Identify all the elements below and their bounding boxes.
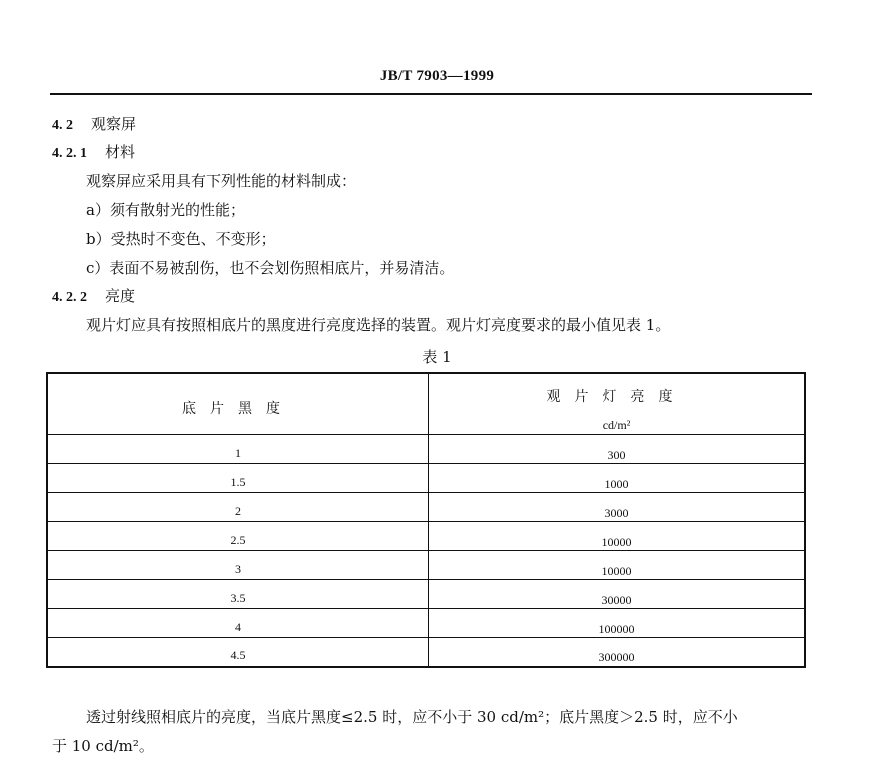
section-4-2-2-text: 观片灯应具有按照相底片的黑度进行亮度选择的装置。观片灯亮度要求的最小值见表 1。 xyxy=(86,316,671,334)
footer-paragraph-line-2: 于 10 cd/m²。 xyxy=(52,737,154,755)
section-4-2-heading xyxy=(52,113,136,134)
table-row-divider xyxy=(48,521,804,522)
table-row-divider xyxy=(48,492,804,493)
section-4-2-1-heading xyxy=(52,141,135,162)
section-4-2-2-heading xyxy=(52,285,135,306)
header-rule xyxy=(50,93,812,95)
list-item-c: c）表面不易被刮伤，也不会划伤照相底片，并易清洁。 xyxy=(86,259,455,277)
table-row-divider xyxy=(48,434,804,435)
table-cell-brightness: 10000 xyxy=(601,564,632,578)
table-caption: 表 1 xyxy=(422,348,452,366)
section-title: 观察屏 xyxy=(91,115,137,133)
table-cell-brightness: 100000 xyxy=(598,622,635,636)
section-title: 亮度 xyxy=(105,287,136,305)
table-row-divider xyxy=(48,463,804,464)
table-cell-brightness: 3000 xyxy=(604,506,629,520)
section-4-2-1-intro: 观察屏应采用具有下列性能的材料制成： xyxy=(86,172,357,190)
list-item-a: a）须有散射光的性能； xyxy=(86,201,245,219)
section-number: 4. 2 xyxy=(52,118,73,133)
table-cell-density: 1 xyxy=(235,446,241,460)
table-cell-brightness: 30000 xyxy=(601,593,632,607)
table-cell-density: 4.5 xyxy=(230,648,246,662)
table-cell-brightness: 300000 xyxy=(598,650,635,664)
section-title: 材料 xyxy=(105,143,136,161)
brightness-table xyxy=(46,372,806,668)
table-cell-brightness: 10000 xyxy=(601,535,632,549)
table-cell-density: 2.5 xyxy=(230,533,246,547)
table-cell-density: 3 xyxy=(235,562,241,576)
list-item-b: b）受热时不变色、不变形； xyxy=(86,230,276,248)
table-header-brightness: 观片灯亮度 xyxy=(546,389,687,405)
table-cell-density: 1.5 xyxy=(230,475,246,489)
section-number: 4. 2. 2 xyxy=(52,290,87,305)
table-cell-brightness: 300 xyxy=(607,448,626,462)
table-header-density: 底片黑度 xyxy=(182,401,294,417)
table-cell-density: 3.5 xyxy=(230,591,246,605)
section-number: 4. 2. 1 xyxy=(52,146,87,161)
footer-paragraph-line-1: 透过射线照相底片的亮度，当底片黑度≤2.5 时，应不小于 30 cd/m²；底片黑度＞2.5 时，应不小 xyxy=(86,708,738,726)
table-row-divider xyxy=(48,550,804,551)
table-row-divider xyxy=(48,579,804,580)
table-cell-brightness: 1000 xyxy=(604,477,629,491)
table-row-divider xyxy=(48,637,804,638)
table-header-unit: cd/m² xyxy=(602,418,631,432)
document-code: JB/T 7903—1999 xyxy=(379,68,495,84)
table-cell-density: 2 xyxy=(235,504,241,518)
table-cell-density: 4 xyxy=(235,620,241,634)
table-row-divider xyxy=(48,608,804,609)
